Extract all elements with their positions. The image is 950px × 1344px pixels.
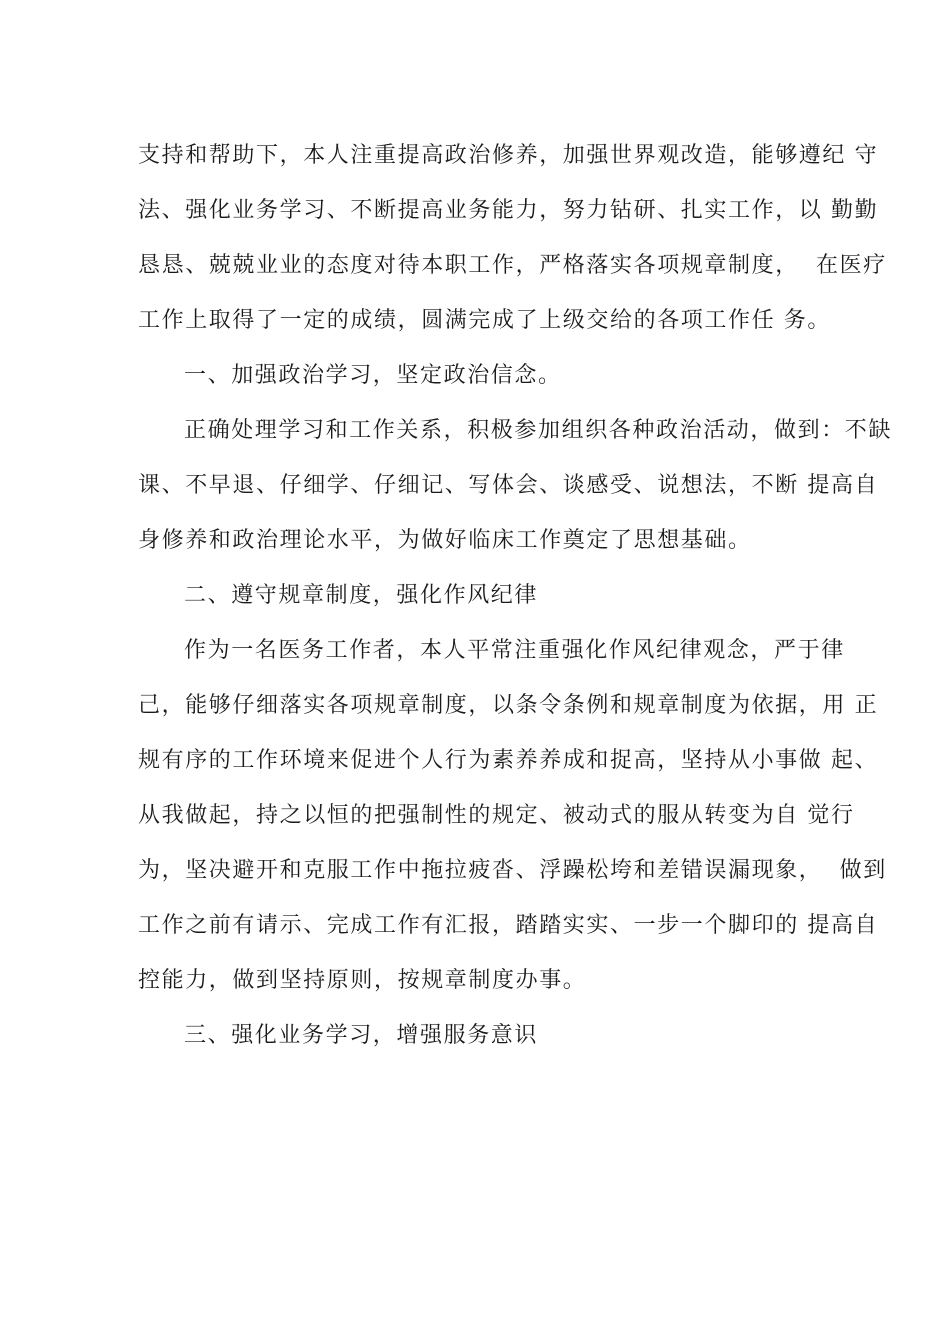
paragraph-line: 工作上取得了一定的成绩，圆满完成了上级交给的各项工作任 务。 xyxy=(138,308,831,333)
paragraph-line: 从我做起，持之以恒的把强制性的规定、被动式的服从转变为自 觉行 xyxy=(138,803,855,828)
paragraph-line: 支持和帮助下，本人注重提高政治修养，加强世界观改造，能够遵纪 守 xyxy=(138,143,879,168)
paragraph-line: 课、不早退、仔细学、仔细记、写体会、谈感受、说想法，不断 提高自 xyxy=(138,473,879,498)
section-heading: 三、强化业务学习，增强服务意识 xyxy=(184,1023,539,1048)
paragraph-line: 法、强化业务学习、不断提高业务能力，努力钻研、扎实工作，以 勤勤 xyxy=(138,198,879,223)
paragraph-line: 身修养和政治理论水平，为做好临床工作奠定了思想基础。 xyxy=(138,528,752,553)
paragraph-line: 己，能够仔细落实各项规章制度，以条令条例和规章制度为依据，用 正 xyxy=(138,693,879,718)
paragraph-line: 工作之前有请示、完成工作有汇报，踏踏实实、一步一个脚印的 提高自 xyxy=(138,913,879,938)
paragraph-line: 控能力，做到坚持原则，按规章制度办事。 xyxy=(138,968,587,993)
paragraph-line: 恳恳、兢兢业业的态度对待本职工作，严格落实各项规章制度， 在医疗 xyxy=(138,253,887,278)
paragraph-line: 为，坚决避开和克服工作中拖拉疲沓、浮躁松垮和差错误漏现象， 做到 xyxy=(138,858,887,883)
section-heading: 一、加强政治学习，坚定政治信念。 xyxy=(184,363,562,388)
section-heading: 二、遵守规章制度，强化作风纪律 xyxy=(184,583,539,608)
paragraph-line: 正确处理学习和工作关系，积极参加组织各种政治活动，做到：不缺 xyxy=(184,418,893,443)
paragraph-line: 作为一名医务工作者，本人平常注重强化作风纪律观念，严于律 xyxy=(184,638,845,663)
paragraph-line: 规有序的工作环境来促进个人行为素养养成和捉高，坚持从小事做 起、 xyxy=(138,748,879,773)
